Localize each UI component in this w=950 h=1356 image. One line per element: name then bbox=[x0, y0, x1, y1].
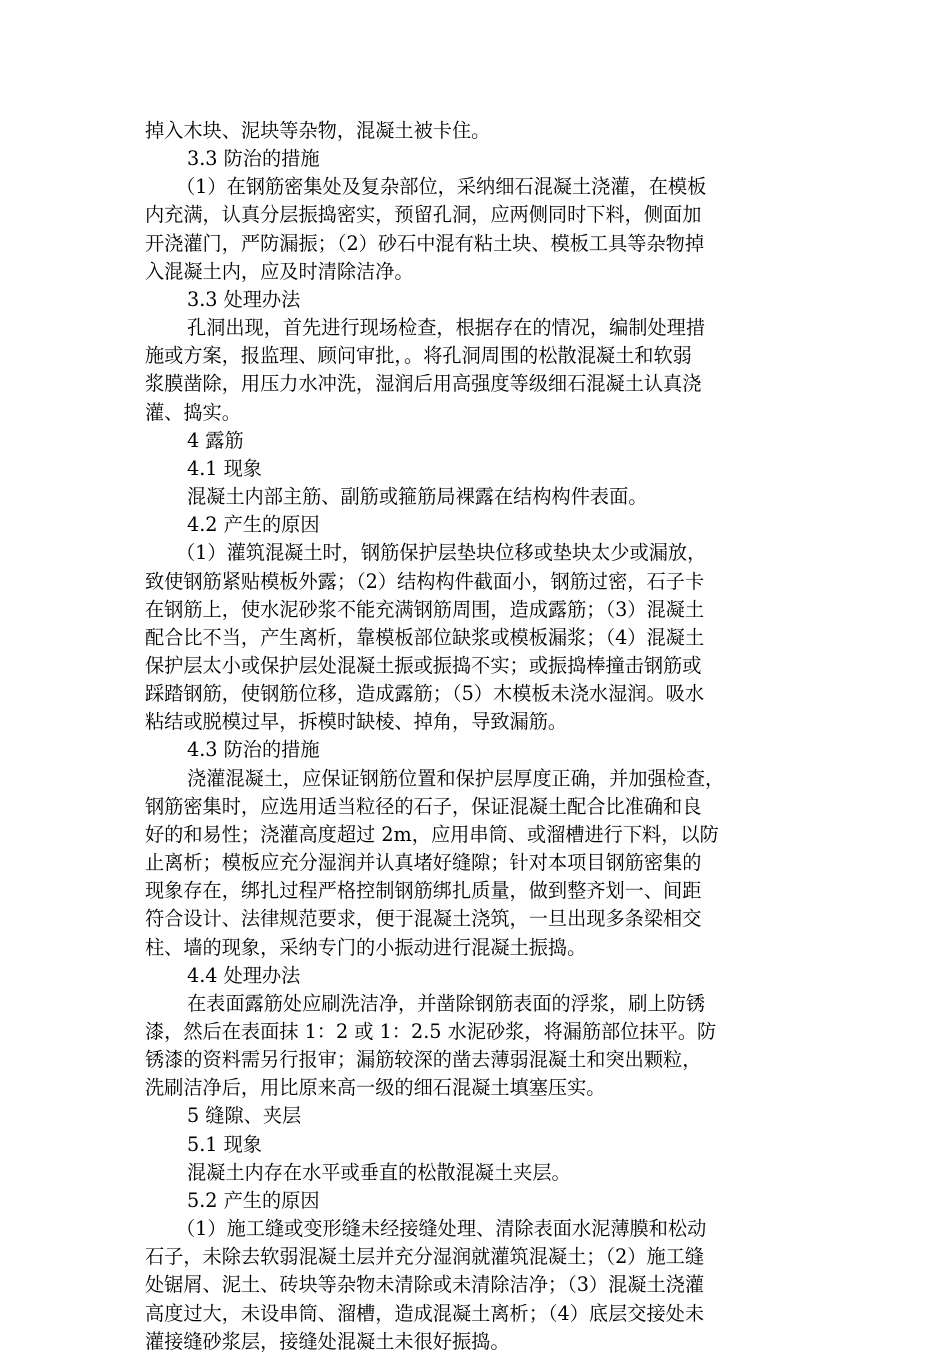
section-heading: 5.2 产生的原因 bbox=[187, 1188, 320, 1212]
text-line: 致使钢筋紧贴模板外露；（2）结构构件截面小，钢筋过密，石子卡 bbox=[145, 569, 705, 593]
text-line: 洗刷洁净后，用比原来高一级的细石混凝土填塞压实。 bbox=[145, 1076, 606, 1100]
section-heading: 3.3 防治的措施 bbox=[187, 147, 320, 171]
text-line: 符合设计、法律规范要求，便于混凝土浇筑，一旦出现多条梁相交 bbox=[145, 907, 702, 931]
section-heading: 4.3 防治的措施 bbox=[187, 738, 320, 762]
section-heading: 3.3 处理办法 bbox=[187, 287, 301, 311]
text-line: 止离析；模板应充分湿润并认真堵好缝隙；针对本项目钢筋密集的 bbox=[145, 851, 702, 875]
text-line: 掉入木块、泥块等杂物，混凝土被卡住。 bbox=[145, 119, 491, 142]
text-line: 处锯屑、泥土、砖块等杂物未清除或未清除洁净；（3）混凝土浇灌 bbox=[145, 1273, 705, 1297]
text-line: （1）在钢筋密集处及复杂部位，采纳细石混凝土浇灌，在模板 bbox=[176, 175, 707, 199]
text-line: 混凝土内存在水平或垂直的松散混凝土夹层。 bbox=[187, 1160, 571, 1184]
section-heading: 4.2 产生的原因 bbox=[187, 513, 320, 537]
text-line: 灌接缝砂浆层，接缝处混凝土未很好振捣。 bbox=[145, 1329, 510, 1353]
text-line: 保护层太小或保护层处混凝土振或振捣不实；或振捣棒撞击钢筋或 bbox=[145, 653, 702, 677]
text-line: 漆，然后在表面抹 1：2 或 1：2.5 水泥砂浆，将漏筋部位抹平。防 bbox=[145, 1020, 717, 1043]
text-line: 开浇灌门，严防漏振；（2）砂石中混有粘土块、模板工具等杂物掉 bbox=[145, 231, 705, 255]
text-line: 石子，未除去软弱混凝土层并充分湿润就灌筑混凝土；（2）施工缝 bbox=[145, 1245, 705, 1269]
text-line: （1）施工缝或变形缝未经接缝处理、清除表面水泥薄膜和松动 bbox=[176, 1217, 707, 1241]
text-line: 钢筋密集时，应选用适当粒径的石子，保证混凝土配合比准确和良 bbox=[145, 794, 702, 818]
text-line: 内充满，认真分层振捣密实，预留孔洞，应两侧同时下料，侧面加 bbox=[145, 203, 702, 227]
text-line: 在钢筋上，使水泥砂浆不能充满钢筋周围，造成露筋；（3）混凝土 bbox=[145, 597, 705, 621]
text-line: 踩踏钢筋，使钢筋位移，造成露筋；（5）木模板未浇水湿润。吸水 bbox=[145, 682, 705, 706]
section-heading: 5 缝隙、夹层 bbox=[187, 1104, 302, 1128]
text-line: 浇灌混凝土，应保证钢筋位置和保护层厚度正确，并加强检查， bbox=[187, 766, 725, 790]
text-line: （1）灌筑混凝土时，钢筋保护层垫块位移或垫块太少或漏放， bbox=[176, 541, 707, 565]
text-line: 高度过大，未设串筒、溜槽，造成混凝土离析；（4）底层交接处未 bbox=[145, 1301, 705, 1325]
text-line: 孔洞出现，首先进行现场检查，根据存在的情况，编制处理措 bbox=[187, 316, 706, 340]
text-line: 粘结或脱模过早，拆模时缺棱、掉角，导致漏筋。 bbox=[145, 710, 568, 734]
text-line: 灌、捣实。 bbox=[145, 400, 241, 424]
section-heading: 5.1 现象 bbox=[187, 1132, 262, 1156]
text-line: 配合比不当，产生离析，靠模板部位缺浆或模板漏浆；（4）混凝土 bbox=[145, 625, 705, 649]
text-line: 浆膜凿除，用压力水冲洗，湿润后用高强度等级细石混凝土认真浇 bbox=[145, 372, 702, 396]
document-page bbox=[145, 117, 810, 1356]
text-line: 施或方案，报监理、顾问审批，。将孔洞周围的松散混凝土和软弱 bbox=[145, 344, 692, 368]
text-line: 在表面露筋处应刷洗洁净，并凿除钢筋表面的浮浆，刷上防锈 bbox=[187, 991, 706, 1015]
text-line: 好的和易性；浇灌高度超过 2m，应用串筒、或溜槽进行下料，以防 bbox=[145, 822, 719, 846]
text-line: 入混凝土内，应及时清除洁净。 bbox=[145, 259, 414, 283]
text-line: 混凝土内部主筋、副筋或箍筋局裸露在结构构件表面。 bbox=[187, 485, 648, 509]
text-line: 柱、墙的现象，采纳专门的小振动进行混凝土振捣。 bbox=[145, 935, 587, 959]
section-heading: 4.1 现象 bbox=[187, 456, 262, 480]
section-heading: 4 露筋 bbox=[187, 428, 244, 452]
section-heading: 4.4 处理办法 bbox=[187, 963, 301, 987]
text-line: 锈漆的资料需另行报审；漏筋较深的凿去薄弱混凝土和突出颗粒， bbox=[145, 1048, 702, 1072]
text-line: 现象存在，绑扎过程严格控制钢筋绑扎质量，做到整齐划一、间距 bbox=[145, 879, 702, 903]
